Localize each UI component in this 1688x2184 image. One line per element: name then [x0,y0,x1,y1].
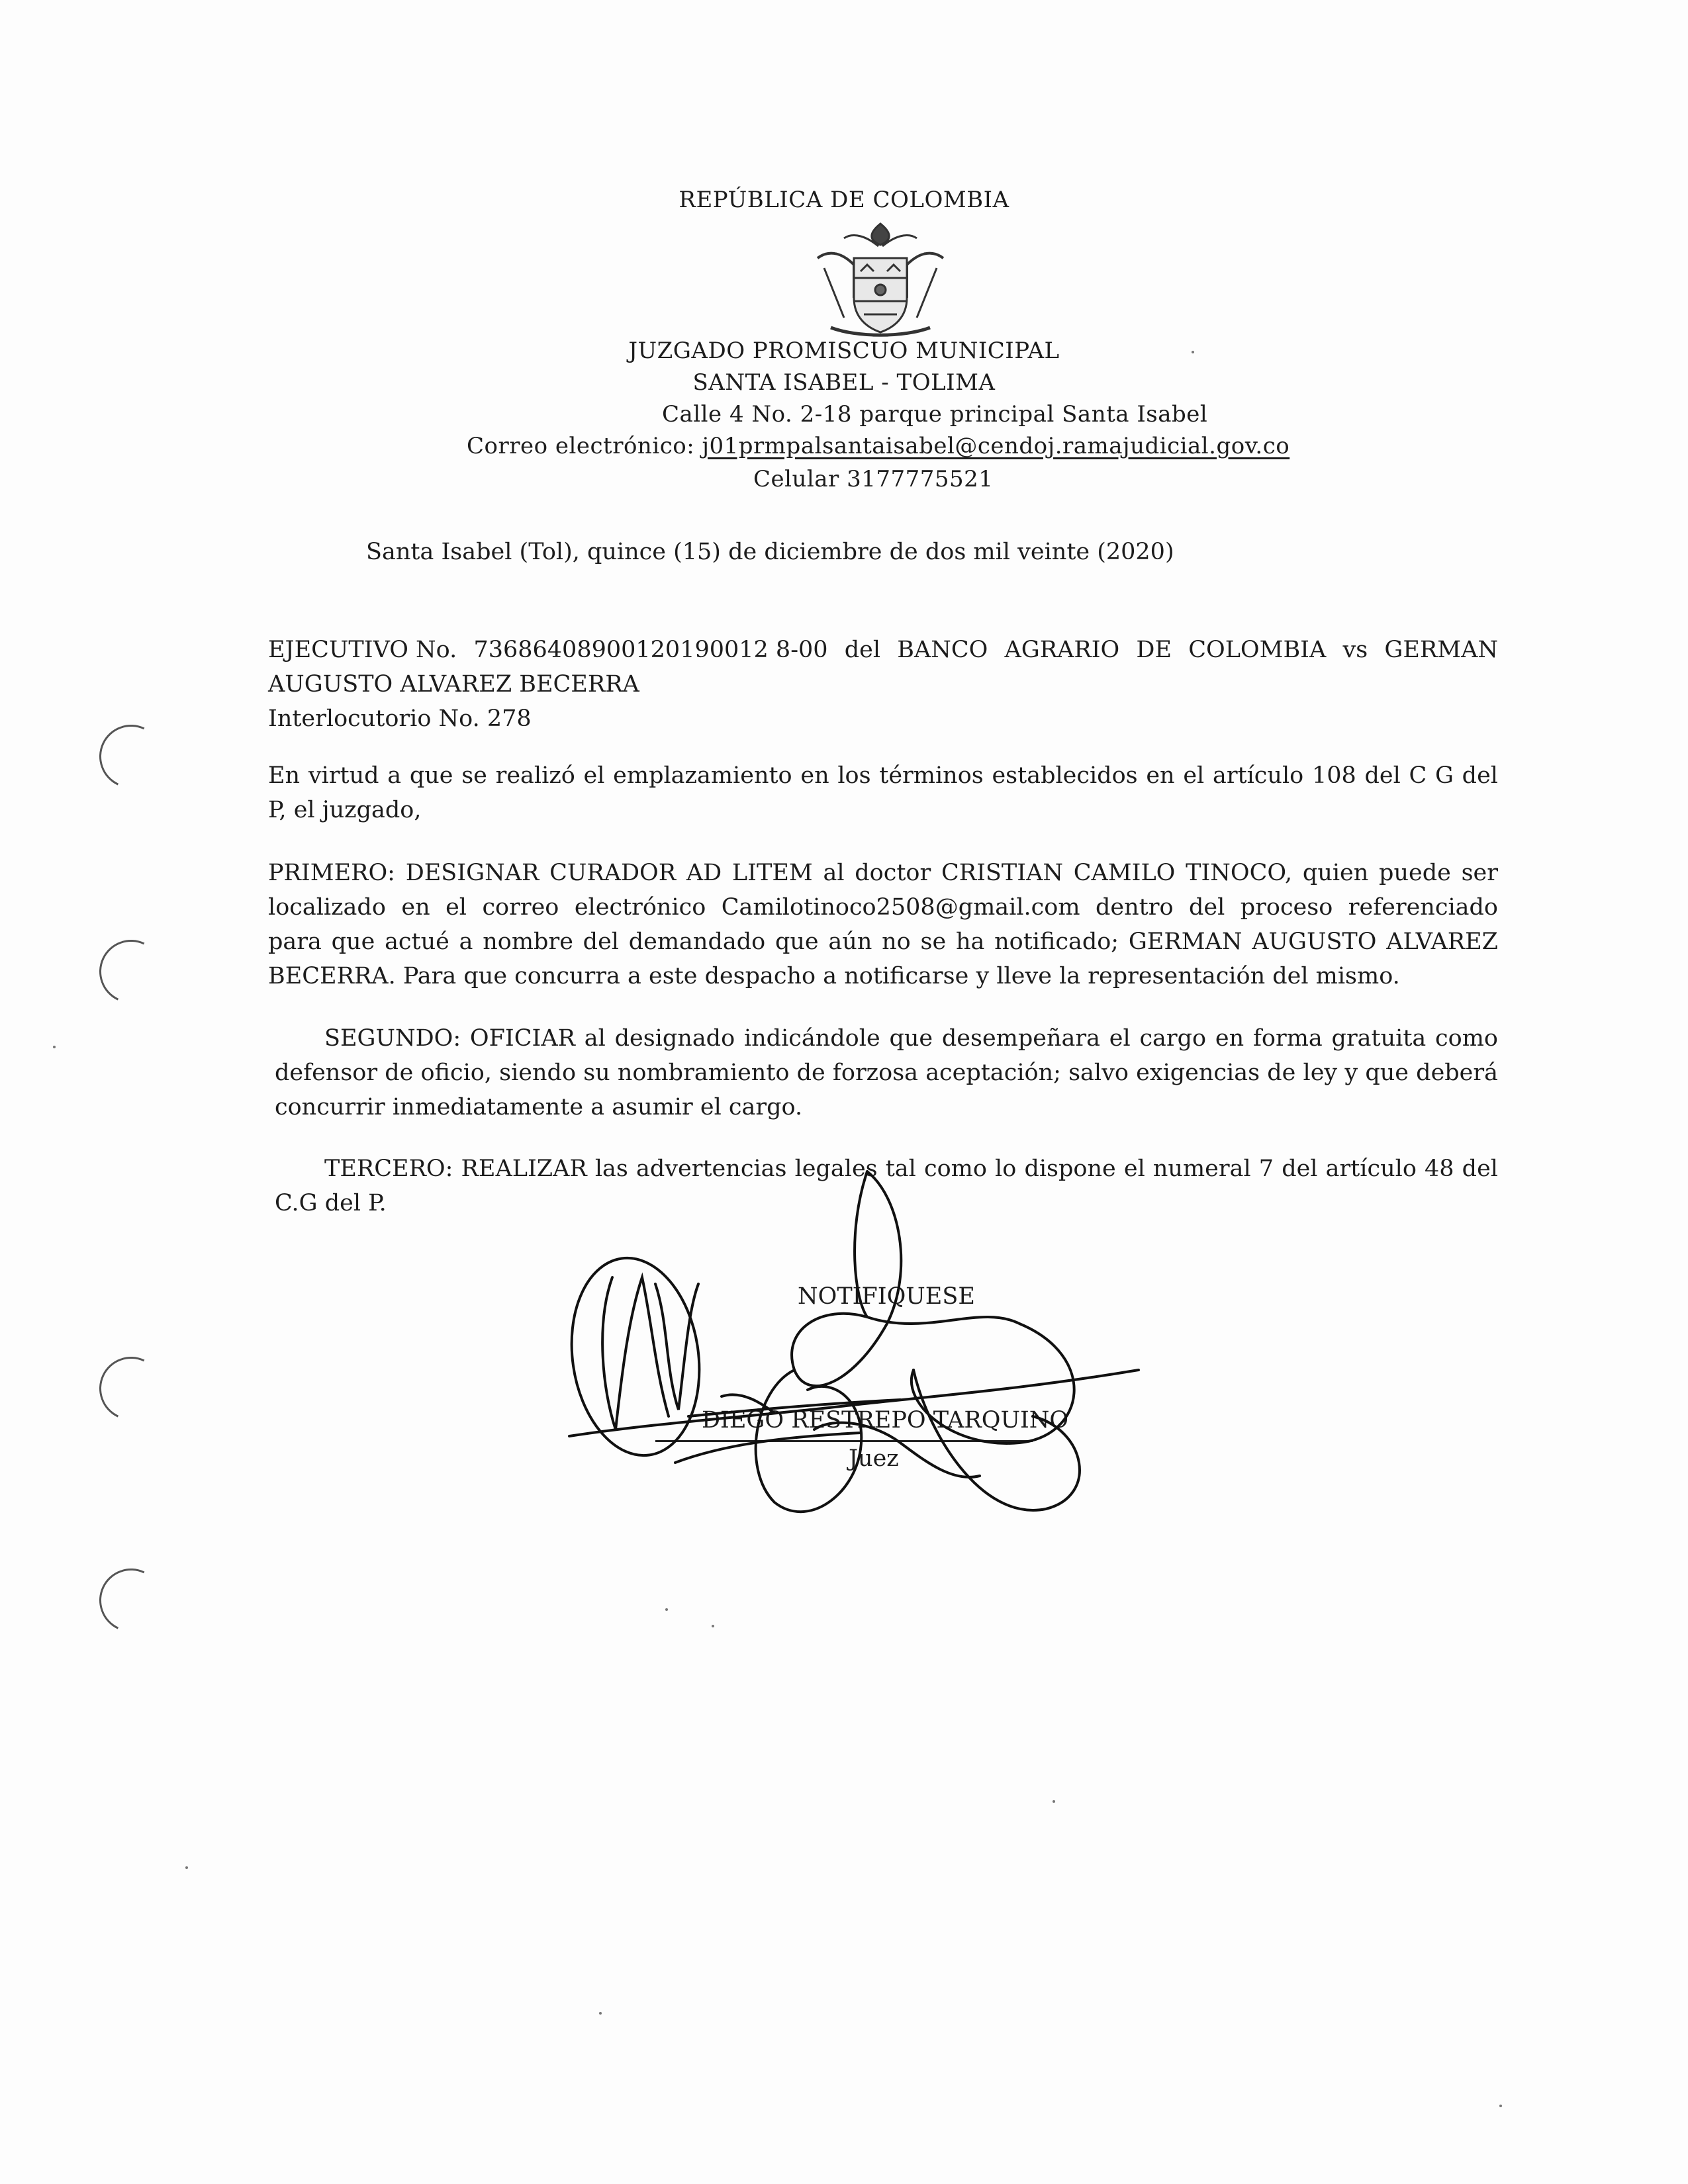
intro-line-1: En virtud a que se realizó el emplazamiento en los términos establecidos en el artículo 108 del C G del [268,762,1498,789]
punch-hole [90,931,171,1012]
scan-speck [1499,2105,1502,2107]
court-location: SANTA ISABEL - TOLIMA [692,369,996,396]
court-phone: Celular 3177775521 [753,466,994,492]
interlocutorio: Interlocutorio No. 278 [268,705,532,732]
tercero-line-2: C.G del P. [275,1190,387,1216]
court-email-row [467,433,1289,459]
punch-hole [90,1559,171,1641]
handwritten-signature [556,1152,1152,1562]
scan-speck [1192,351,1194,353]
case-line-1-part: COLOMBIA [1188,637,1327,663]
court-name: JUZGADO PROMISCUO MUNICIPAL [628,338,1060,364]
country-heading: REPÚBLICA DE COLOMBIA [679,187,1009,213]
case-line-2: AUGUSTO ALVAREZ BECERRA [268,671,639,698]
punch-hole [90,1347,171,1429]
segundo-line-1: SEGUNDO: OFICIAR al designado indicándole que desempeñara el cargo en forma gratuita como [324,1025,1498,1052]
intro-line-2: P, el juzgado, [268,797,422,823]
case-line-1-part: DE [1136,637,1172,663]
case-line-1-part: BANCO [897,637,988,663]
date-line: Santa Isabel (Tol), quince (15) de diciembre de dos mil veinte (2020) [366,539,1174,565]
primero-line-1: PRIMERO: DESIGNAR CURADOR AD LITEM al doctor CRISTIAN CAMILO TINOCO, quien puede ser [268,860,1498,886]
segundo-line-3: concurrir inmediatamente a asumir el cargo. [275,1094,803,1120]
primero-line-2: localizado en el correo electrónico Camilotinoco2508@gmail.com dentro del proceso referenciado [268,894,1498,921]
case-line-1-part: EJECUTIVO No. [268,637,457,663]
scan-speck [712,1625,714,1627]
scan-speck [599,2012,602,2015]
case-line-1-part: 73686408900120190012 8-00 [473,637,828,663]
scan-speck [185,1866,188,1869]
case-line-1-part: AGRARIO [1004,637,1120,663]
case-line-1 [268,634,1498,666]
scan-speck [1053,1800,1055,1803]
case-line-1-part: del [844,637,881,663]
colombia-coat-of-arms-icon [804,218,957,341]
case-line-1-part: vs [1342,637,1368,663]
tercero-line-1: TERCERO: REALIZAR las advertencias legales tal como lo dispone el numeral 7 del artículo 48 del [324,1156,1498,1182]
judge-title: Juez [849,1445,899,1472]
primero-line-4: BECERRA. Para que concurra a este despacho a notificarse y lleve la representación del mismo. [268,963,1400,989]
notify-text: NOTIFIQUESE [798,1283,975,1310]
email-label: Correo electrónico: [467,433,695,459]
judge-name: DIEGO RESTREPO TARQUINO [702,1407,1069,1433]
segundo-line-2: defensor de oficio, siendo su nombramiento de forzosa aceptación; salvo exigencias de ley y que deberá [275,1060,1498,1086]
scan-speck [665,1608,668,1611]
scan-speck [53,1046,56,1048]
primero-line-3: para que actué a nombre del demandado que aún no se ha notificado; GERMAN AUGUSTO ALVAREZ [268,929,1498,955]
court-email-link[interactable]: j01prmpalsantaisabel@cendoj.ramajudicial.gov.co [702,433,1290,459]
punch-hole [90,715,171,797]
court-address: Calle 4 No. 2-18 parque principal Santa Isabel [662,401,1208,428]
case-line-1-part: GERMAN [1384,637,1498,663]
